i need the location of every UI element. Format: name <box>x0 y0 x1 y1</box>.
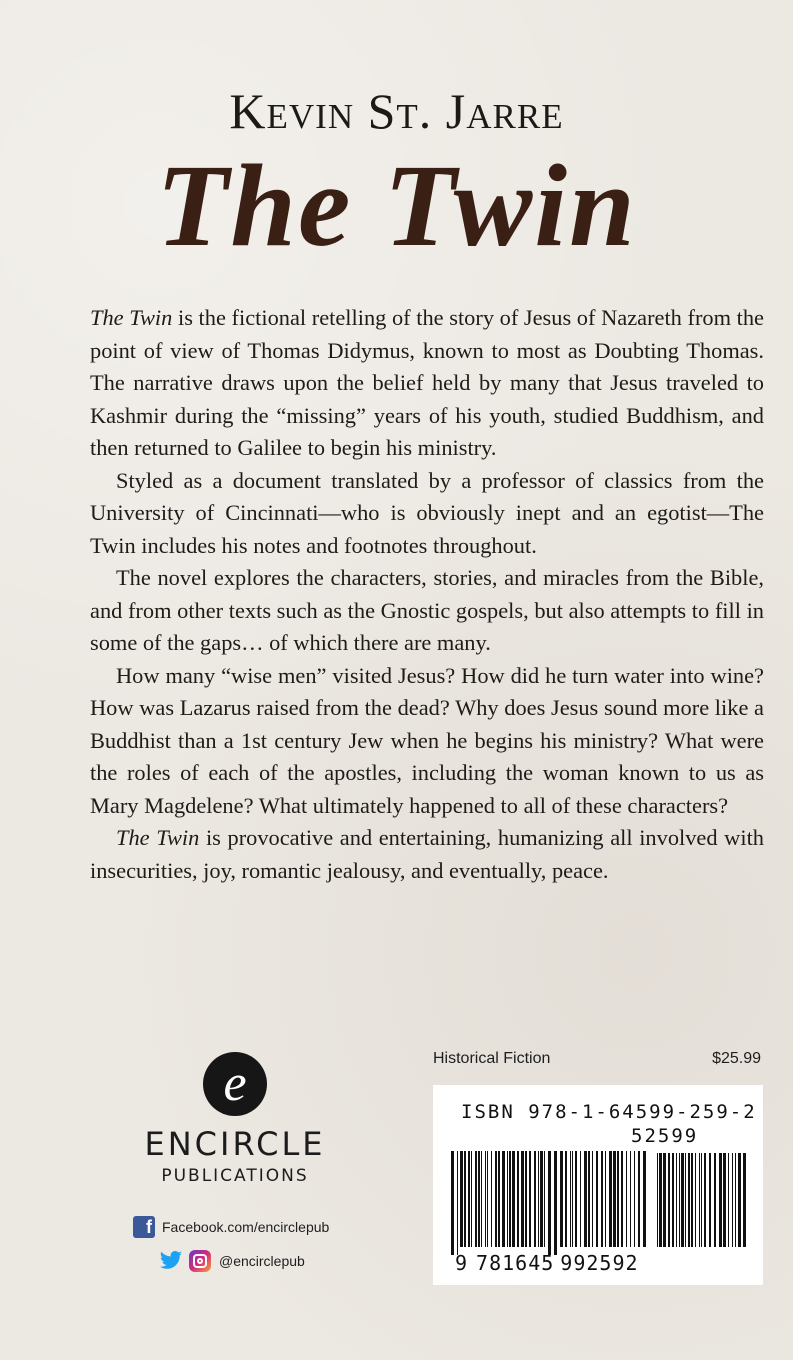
barcode-bar <box>457 1151 458 1255</box>
barcode-bar <box>475 1151 477 1247</box>
facebook-url: Facebook.com/encirclepub <box>162 1219 330 1235</box>
barcode-bar <box>691 1153 693 1247</box>
barcode-bar <box>544 1151 545 1247</box>
barcode-bar <box>679 1153 680 1247</box>
barcode-bar <box>588 1151 590 1247</box>
barcode-bar <box>498 1151 500 1247</box>
barcode-bar <box>491 1151 492 1247</box>
publisher-logo: e <box>203 1052 267 1116</box>
blurb <box>90 302 764 887</box>
twitter-icon <box>159 1250 183 1272</box>
barcode-bar <box>617 1151 619 1247</box>
barcode-bar <box>657 1153 658 1247</box>
facebook-link[interactable] <box>133 1216 329 1238</box>
instagram-icon <box>189 1250 211 1272</box>
barcode-bar <box>525 1151 527 1247</box>
barcode-bar <box>701 1153 702 1247</box>
barcode-bar <box>634 1151 635 1247</box>
barcode-bar <box>676 1153 677 1247</box>
barcode-bar <box>468 1151 470 1247</box>
barcode-bar <box>605 1151 606 1247</box>
barcode-bar <box>451 1151 454 1255</box>
title-ref: The Twin <box>90 305 173 330</box>
barcode-bar <box>601 1151 603 1247</box>
barcode-bar <box>460 1151 463 1247</box>
barcode-bar <box>495 1151 497 1247</box>
barcode-bar <box>719 1153 722 1247</box>
blurb-paragraph: How many “wise men” visited Jesus? How did he turn water into wine? How was Lazarus raised from the dead? Why does Jesus sound more like a Buddhist than a 1st century Jew when he begins his ministry? What were the roles of each of the apostles, including the woman known to us as Mary Magdelene? What ultimately happened to all of these characters? <box>90 662 764 818</box>
barcode-bar <box>507 1151 508 1247</box>
barcode-bar <box>732 1153 733 1247</box>
barcode-bar <box>723 1153 726 1247</box>
title-ref: The Twin <box>116 825 200 850</box>
barcode-bars <box>451 1151 647 1255</box>
blurb-paragraph: Styled as a document translated by a professor of classics from the University of Cincinnati—who is obviously inept and an egotist—The Twin includes his notes and footnotes throughout. <box>90 467 764 558</box>
barcode-bar <box>517 1151 519 1247</box>
genre-label: Historical Fiction <box>433 1050 551 1067</box>
barcode-bar <box>626 1151 627 1247</box>
barcode-bar <box>570 1151 571 1247</box>
barcode-bar <box>534 1151 536 1247</box>
price-code: 52599 <box>631 1125 699 1147</box>
barcode-bar <box>487 1151 488 1247</box>
barcode-bar <box>609 1151 612 1247</box>
barcode-bar <box>592 1151 593 1247</box>
barcode-bar <box>572 1151 573 1247</box>
addon-barcode-bars <box>657 1153 747 1255</box>
barcode-bar <box>638 1151 640 1247</box>
barcode-bar <box>575 1151 577 1247</box>
barcode-bar <box>560 1151 563 1247</box>
barcode-bar <box>728 1153 729 1247</box>
barcode-bar <box>685 1153 686 1247</box>
blurb-paragraph: The novel explores the characters, stories, and miracles from the Bible, and from other texts such as the Gnostic gospels, but also attempts to fill in some of the gaps… of which there are many. <box>90 565 764 655</box>
publisher-subname: PUBLICATIONS <box>161 1166 309 1186</box>
barcode-bar <box>613 1151 616 1247</box>
barcode-bar <box>596 1151 598 1247</box>
barcode-digits: 9 781645 992592 <box>455 1251 639 1275</box>
barcode-bar <box>714 1153 716 1247</box>
handle-text: @encirclepub <box>219 1253 305 1269</box>
barcode-bar <box>548 1151 551 1255</box>
barcode-bar <box>471 1151 472 1247</box>
isbn-text: ISBN 978-1-64599-259-2 <box>461 1101 757 1123</box>
barcode-bar <box>699 1153 700 1247</box>
blurb-paragraph: The Twin is provocative and entertaining, humanizing all involved with insecurities, joy, romantic jealousy, and eventually, peace. <box>90 825 764 883</box>
barcode-bar <box>688 1153 690 1247</box>
barcode-bar <box>704 1153 706 1247</box>
author-name: Kevin St. Jarre <box>229 83 564 139</box>
barcode-bar <box>695 1153 696 1247</box>
barcode-bar <box>580 1151 581 1247</box>
barcode-bar <box>738 1153 741 1247</box>
facebook-icon: f <box>133 1216 155 1238</box>
barcode-bar <box>540 1151 543 1247</box>
barcode-bar <box>663 1153 666 1247</box>
barcode-bar <box>709 1153 711 1247</box>
price-label: $25.99 <box>712 1050 761 1067</box>
barcode-bar <box>668 1153 670 1247</box>
barcode-bar <box>621 1151 623 1247</box>
barcode-bar <box>630 1151 631 1247</box>
barcode-bar <box>554 1151 557 1255</box>
barcode-bar <box>512 1151 515 1247</box>
barcode-bar <box>529 1151 531 1247</box>
barcode-bar <box>521 1151 524 1247</box>
barcode-bar <box>659 1153 662 1247</box>
barcode-bar <box>565 1151 567 1247</box>
barcode-bar <box>681 1153 684 1247</box>
barcode-bar <box>464 1151 466 1247</box>
barcode-bar <box>743 1153 746 1247</box>
barcode-bar <box>485 1151 486 1247</box>
barcode-bar <box>735 1153 736 1247</box>
barcode-bar <box>672 1153 674 1247</box>
barcode-bar <box>509 1151 511 1247</box>
barcode-bar <box>481 1151 482 1247</box>
barcode-bar <box>643 1151 646 1247</box>
publisher-name: ENCIRCLE <box>144 1125 326 1163</box>
barcode-bar <box>584 1151 587 1247</box>
barcode-bar <box>478 1151 480 1247</box>
blurb-paragraph: The Twin is the fictional retelling of the story of Jesus of Nazareth from the point of view of Thomas Didymus, known to most as Doubting Thomas. The narrative draws upon the belief held by many that Jesus traveled to Kashmir during the “missing” years of his youth, studied Buddhism, and then returned to Galilee to begin his ministry. <box>90 305 765 460</box>
barcode <box>433 1085 763 1285</box>
social-handle[interactable] <box>159 1250 305 1272</box>
book-title: The Twin <box>156 140 637 271</box>
barcode-bar <box>502 1151 505 1247</box>
barcode-bar <box>538 1151 539 1247</box>
